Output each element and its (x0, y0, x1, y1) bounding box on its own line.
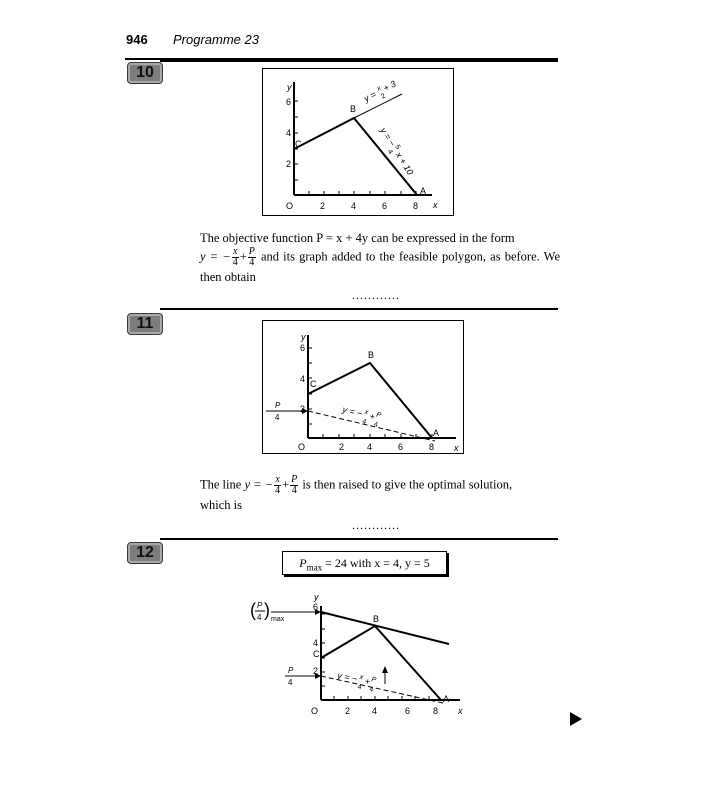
y-tick-6: 6 (313, 602, 319, 612)
vertex-a-label: A (433, 428, 440, 438)
y-tick-4: 4 (286, 128, 292, 138)
frame-10-rule (160, 60, 558, 62)
svg-text:4: 4 (257, 613, 262, 622)
svg-text:+: + (368, 411, 377, 422)
y-axis-label: y (301, 332, 306, 342)
x-tick-8: 8 (433, 706, 439, 716)
x-tick-2: 2 (345, 706, 351, 716)
frame-badge-10: 10 (127, 62, 163, 84)
graph-frame-11 (262, 320, 468, 460)
frame-10-line2: y = − $\frac{x}{4}$ + $\frac{P}{4}$ and its graph added to the feasible polygon, as before. We then obtain (200, 246, 561, 284)
graph-frame-10 (262, 68, 454, 216)
x-tick-2: 2 (339, 442, 345, 452)
raise-arrowhead (382, 666, 388, 673)
svg-text:5: 5 (393, 143, 402, 151)
svg-text:x: x (363, 408, 369, 417)
origin-label: O (286, 201, 294, 211)
y-tick-6: 6 (286, 97, 292, 107)
frame-10-dots: ............ (352, 288, 400, 302)
frame-11-line2: which is (200, 498, 243, 512)
frame-badge-12: 12 (127, 542, 163, 564)
x-tick-6: 6 (405, 706, 411, 716)
frame-11-dots: ............ (352, 518, 400, 532)
svg-text:x: x (358, 673, 364, 682)
next-page-arrow-icon[interactable] (570, 712, 582, 726)
svg-text:y =: y = (362, 89, 378, 104)
svg-text:P: P (275, 401, 281, 410)
y-axis-label: y (314, 592, 319, 602)
y-tick-2: 2 (300, 404, 306, 414)
x-tick-2: 2 (320, 201, 326, 211)
programme-title: Programme 23 (173, 32, 259, 47)
svg-text:2: 2 (380, 92, 387, 101)
page-number: 946 (126, 32, 148, 47)
svg-text:+ 3: + 3 (381, 78, 398, 94)
y-tick-6: 6 (300, 343, 306, 353)
svg-text:P: P (375, 411, 382, 420)
y-tick-4: 4 (300, 374, 306, 384)
vertex-b-label: B (350, 104, 357, 114)
svg-text:4: 4 (361, 418, 367, 427)
x-tick-6: 6 (382, 201, 388, 211)
optimal-objective-line (321, 612, 449, 644)
frame-11-line1: The line y = − $\frac{x}{4}$ + $\frac{P}{4}$ is then raised to give the optimal solution, (200, 474, 513, 496)
open-paren: ( (250, 600, 256, 620)
vertex-c-label: C (310, 379, 317, 389)
svg-text:y = −: y = − (336, 670, 359, 685)
x-axis-label: x (458, 706, 463, 716)
frame-11-rule (160, 308, 558, 310)
x-tick-8: 8 (429, 442, 435, 452)
feasible-polygon (308, 363, 432, 438)
x-axis-label: x (433, 200, 438, 210)
svg-text:4: 4 (356, 683, 363, 692)
vertex-a-label: A (443, 694, 450, 704)
objective-line-label (339, 403, 382, 429)
vertex-a-label: A (420, 186, 427, 196)
svg-text:y = −: y = − (378, 125, 398, 149)
x-tick-4: 4 (367, 442, 373, 452)
answer-box: $P_{max} = 24$ with x = 4, y = 5 (282, 551, 447, 575)
x-tick-4: 4 (351, 201, 357, 211)
y-axis-label: y (287, 82, 292, 92)
p-over-4-label (273, 401, 283, 422)
p-over-4-label (286, 666, 296, 687)
svg-text:P: P (288, 666, 294, 675)
svg-text:4: 4 (368, 686, 374, 694)
frame-11-text (200, 475, 560, 514)
y-tick-2: 2 (313, 666, 319, 676)
frame-10-line1: The objective function P = x + 4y can be expressed in the form (200, 231, 515, 245)
svg-text:4: 4 (385, 148, 394, 156)
frame-12-rule (160, 538, 558, 540)
origin-label: O (298, 442, 306, 452)
origin-label: O (311, 706, 319, 716)
vertex-c-label: C (313, 649, 320, 659)
svg-text:+: + (363, 675, 372, 687)
vertex-c-label: C (295, 139, 302, 149)
svg-text:P: P (257, 601, 263, 610)
objective-line-label (334, 669, 377, 694)
line2-label (374, 124, 417, 179)
x-tick-4: 4 (372, 706, 378, 716)
svg-text:x: x (375, 84, 383, 93)
svg-text:4: 4 (288, 678, 293, 687)
svg-text:4: 4 (373, 421, 379, 429)
y-tick-4: 4 (313, 638, 319, 648)
x-axis-label: x (454, 443, 459, 453)
y-tick-2: 2 (286, 159, 292, 169)
close-paren: ) (264, 600, 270, 620)
svg-text:4: 4 (275, 413, 280, 422)
svg-text:max: max (271, 616, 285, 623)
x-tick-8: 8 (413, 201, 419, 211)
graph-frame-12 (245, 588, 475, 718)
frame-badge-11: 11 (127, 313, 163, 335)
vertex-b-label: B (373, 614, 380, 624)
svg-text:P: P (370, 676, 377, 685)
frame-10-text (200, 229, 560, 286)
svg-text:y = −: y = − (341, 404, 364, 419)
vertex-b-label: B (368, 350, 375, 360)
line-y-x-over-2-plus-3 (354, 94, 402, 118)
line1-label (361, 78, 400, 109)
svg-text:x + 10: x + 10 (393, 150, 416, 177)
x-tick-6: 6 (398, 442, 404, 452)
